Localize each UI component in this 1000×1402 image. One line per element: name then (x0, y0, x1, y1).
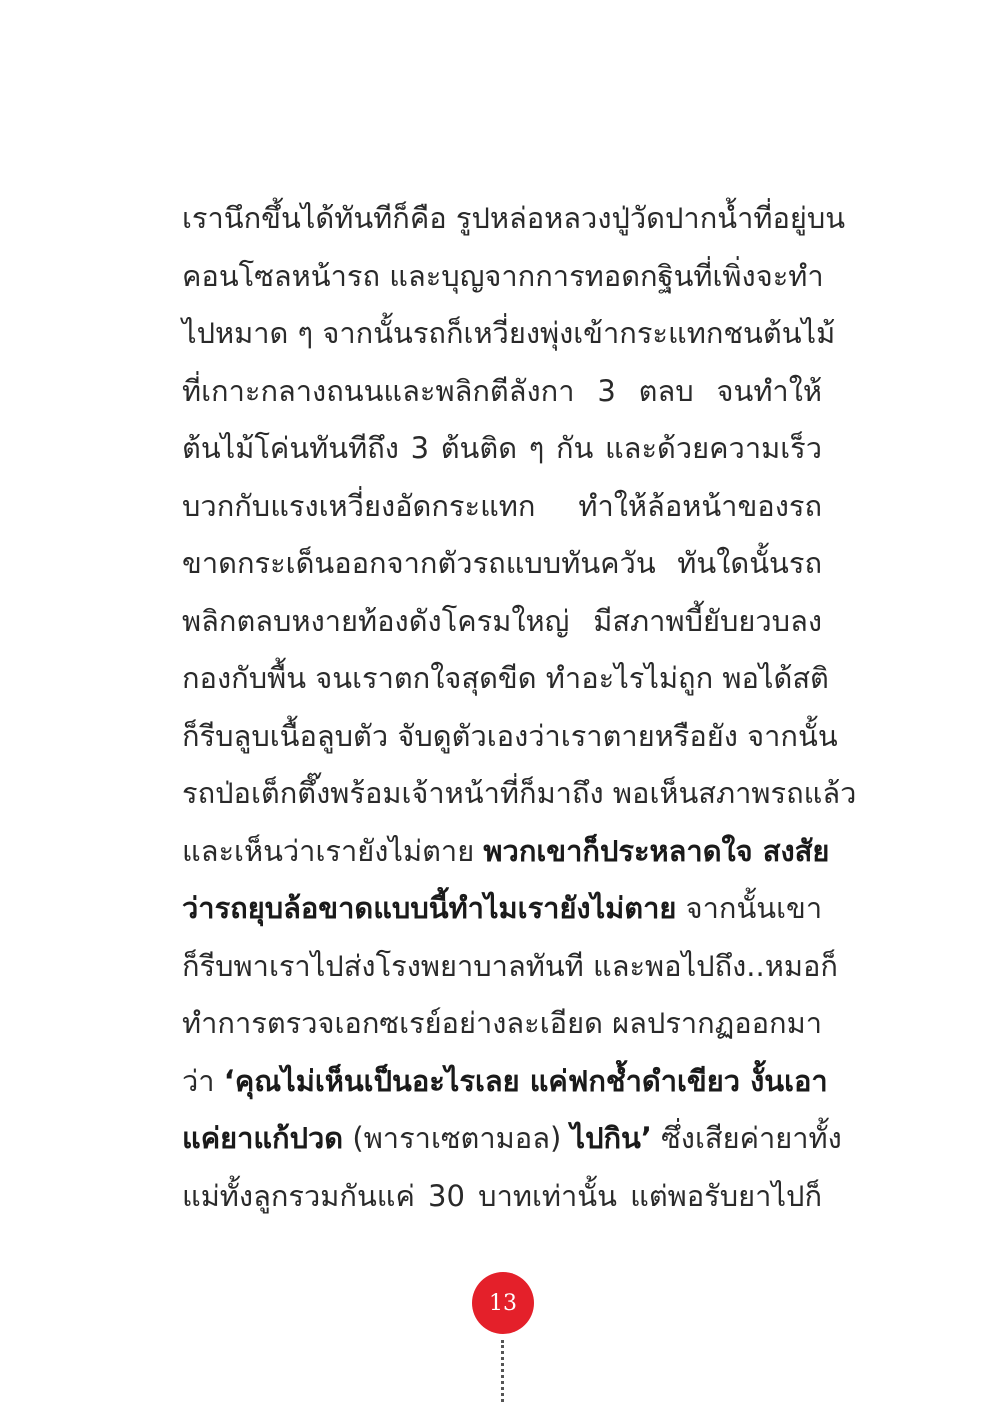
text-line (182, 535, 822, 593)
text-segment: ก็รีบลูบเนื้อลูบตัว จับดูตัวเองว่าเราตายหรือยัง จากนั้น (182, 718, 838, 753)
page-number: 13 (489, 1290, 517, 1316)
text-segment: ซึ่งเสียค่ายาทั้ง (651, 1121, 842, 1155)
text-line (182, 650, 829, 708)
text-line (182, 880, 822, 938)
dotted-leader (501, 1340, 504, 1402)
text-segment: ไปหมาด ๆ จากนั้นรถก็เหวี่ยงพุ่งเข้ากระแทกชนต้นไม้ (182, 316, 836, 350)
text-segment: จากนั้นเขา (676, 891, 823, 925)
text-segment: ว่า (182, 1063, 224, 1098)
text-segment: รถป่อเต็กตึ๊งพร้อมเจ้าหน้าที่ก็มาถึง พอเห็นสภาพรถแล้ว (182, 776, 857, 810)
bold-text-segment: ว่ารถยุบล้อขาดแบบนี้ทำไมเรายังไม่ตาย (182, 891, 677, 925)
text-segment: ที่เกาะกลางถนนและพลิกตีลังกา 3 ตลบ จนทำให้ (182, 373, 822, 408)
bold-text-segment: พวกเขาก็ประหลาดใจ สงสัย (483, 833, 830, 868)
text-segment: บวกกับแรงเหวี่ยงอัดกระแทก ทำให้ล้อหน้าของรถ (182, 488, 822, 523)
text-line (182, 593, 822, 651)
text-segment: ต้นไม้โค่นทันทีถึง 3 ต้นติด ๆ กัน และด้วยความเร็ว (182, 431, 822, 465)
text-line (182, 363, 822, 421)
text-segment: คอนโซลหน้ารถ และบุญจากการทอดกฐินที่เพิ่งจะทำ (182, 258, 824, 293)
bold-text-segment: ไปกิน’ (570, 1121, 652, 1155)
text-line (182, 938, 838, 996)
text-segment: กองกับพื้น จนเราตกใจสุดขีด ทำอะไรไม่ถูก พอได้สติ (182, 661, 829, 695)
text-segment: ขาดกระเด็นออกจากตัวรถแบบทันควัน ทันใดนั้นรถ (182, 546, 822, 580)
text-line (182, 995, 822, 1053)
text-line (182, 708, 838, 766)
text-segment: พลิกตลบหงายท้องดังโครมใหญ่ มีสภาพบี้ยับยวบลง (182, 603, 822, 638)
body-text (182, 190, 857, 1225)
text-line (182, 420, 822, 478)
text-segment: และเห็นว่าเรายังไม่ตาย (182, 833, 484, 868)
text-line (182, 190, 846, 248)
text-line (182, 1168, 822, 1226)
text-segment: ก็รีบพาเราไปส่งโรงพยาบาลทันที และพอไปถึง..หมอก็ (182, 948, 838, 983)
text-line (182, 305, 836, 363)
text-line (182, 248, 822, 306)
text-line (182, 478, 822, 536)
text-line (182, 1110, 842, 1168)
text-line (182, 823, 830, 881)
page-number-badge (472, 1272, 534, 1334)
text-segment: แม่ทั้งลูกรวมกันแค่ 30 บาทเท่านั้น แต่พอรับยาไปก็ (182, 1178, 822, 1213)
text-segment: (พาราเซตามอล) (343, 1121, 571, 1155)
text-line (182, 1053, 828, 1111)
bold-text-segment: ‘คุณไม่เห็นเป็นอะไรเลย แค่ฟกช้ำดำเขียว งั้นเอา (223, 1063, 828, 1098)
text-line (182, 765, 857, 823)
text-segment: เรานึกขึ้นได้ทันทีก็คือ รูปหล่อหลวงปู่วัดปากน้ำที่อยู่บน (182, 201, 846, 235)
bold-text-segment: แค่ยาแก้ปวด (182, 1121, 344, 1155)
text-segment: ทำการตรวจเอกซเรย์อย่างละเอียด ผลปรากฏออกมา (182, 1006, 822, 1040)
